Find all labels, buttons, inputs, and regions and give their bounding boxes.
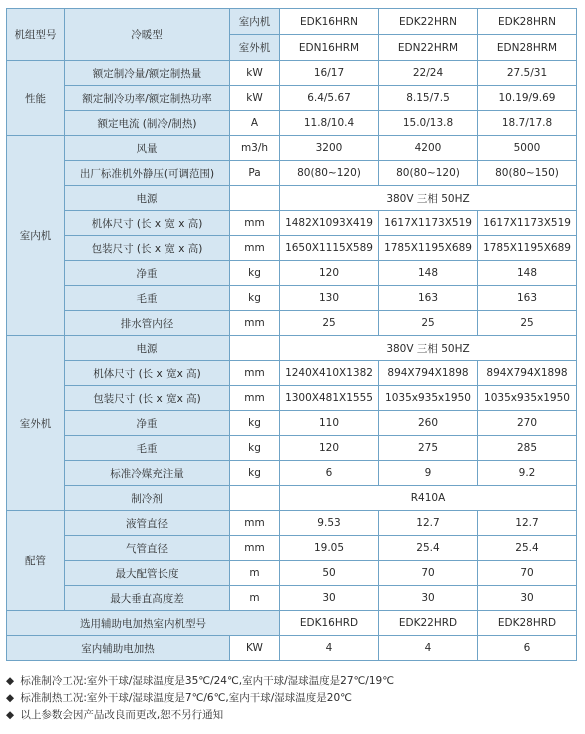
row-unit: mm xyxy=(230,386,280,411)
row-label: 电源 xyxy=(65,186,230,211)
note-text: 标准制热工况:室外干球/湿球温度是7℃/6℃,室内干球/湿球温度是20℃ xyxy=(20,692,352,704)
spec-row xyxy=(7,61,577,86)
cooling-heating-label: 冷暖型 xyxy=(65,9,230,61)
spec-row xyxy=(7,286,577,311)
aux-heater-power: 4 xyxy=(379,636,478,661)
indoor-unit-label: 室内机 xyxy=(230,9,280,35)
row-unit: kg xyxy=(230,261,280,286)
row-label: 净重 xyxy=(65,261,230,286)
spec-row xyxy=(7,486,577,511)
row-value: 6.4/5.67 xyxy=(280,86,379,111)
row-value: 148 xyxy=(379,261,478,286)
row-value: 1035x935x1950 xyxy=(379,386,478,411)
row-unit: mm xyxy=(230,511,280,536)
row-value: 8.15/7.5 xyxy=(379,86,478,111)
spec-row xyxy=(7,561,577,586)
row-value: 275 xyxy=(379,436,478,461)
row-value: 120 xyxy=(280,436,379,461)
spec-row xyxy=(7,186,577,211)
row-value: 15.0/13.8 xyxy=(379,111,478,136)
section-label-outdoor: 室外机 xyxy=(7,336,65,511)
spec-table xyxy=(6,8,577,661)
row-value: 163 xyxy=(379,286,478,311)
row-unit: m xyxy=(230,586,280,611)
row-value: 70 xyxy=(478,561,577,586)
row-value: 25 xyxy=(379,311,478,336)
unit-model-label: 机组型号 xyxy=(7,9,65,61)
outdoor-unit-label: 室外机 xyxy=(230,35,280,61)
row-value: 25 xyxy=(478,311,577,336)
outdoor-model: EDN16HRM xyxy=(280,35,379,61)
row-unit: m3/h xyxy=(230,136,280,161)
spec-table-body xyxy=(7,9,577,661)
indoor-model: EDK22HRN xyxy=(379,9,478,35)
note-text: 标准制冷工况:室外干球/湿球温度是35℃/24℃,室内干球/湿球温度是27℃/19℃ xyxy=(20,675,394,687)
row-label: 毛重 xyxy=(65,286,230,311)
row-value: 50 xyxy=(280,561,379,586)
spec-row xyxy=(7,86,577,111)
row-value: 9 xyxy=(379,461,478,486)
row-value: 18.7/17.8 xyxy=(478,111,577,136)
spec-row xyxy=(7,136,577,161)
row-merged-value: 380V 三相 50HZ xyxy=(280,336,577,361)
note-line xyxy=(6,673,578,690)
row-value: 148 xyxy=(478,261,577,286)
row-label: 额定制冷功率/额定制热功率 xyxy=(65,86,230,111)
row-label: 包装尺寸 (长 x 宽x 高) xyxy=(65,386,230,411)
aux-heater-power-row xyxy=(7,636,577,661)
row-value: 1785X1195X689 xyxy=(478,236,577,261)
row-value: 270 xyxy=(478,411,577,436)
spec-row xyxy=(7,336,577,361)
row-value: 10.19/9.69 xyxy=(478,86,577,111)
row-value: 30 xyxy=(478,586,577,611)
aux-heater-model: EDK22HRD xyxy=(379,611,478,636)
row-value: 70 xyxy=(379,561,478,586)
row-value: 1300X481X1555 xyxy=(280,386,379,411)
row-unit: kg xyxy=(230,411,280,436)
row-value: 25 xyxy=(280,311,379,336)
row-value: 19.05 xyxy=(280,536,379,561)
row-value: 80(80~150) xyxy=(478,161,577,186)
row-value: 1035x935x1950 xyxy=(478,386,577,411)
row-label: 制冷剂 xyxy=(65,486,230,511)
header-row-indoor xyxy=(7,9,577,35)
row-unit: mm xyxy=(230,536,280,561)
spec-row xyxy=(7,361,577,386)
row-label: 气管直径 xyxy=(65,536,230,561)
row-value: 110 xyxy=(280,411,379,436)
note-text: 以上参数会因产品改良而更改,恕不另行通知 xyxy=(20,709,224,721)
row-value: 130 xyxy=(280,286,379,311)
diamond-bullet-icon: ◆ xyxy=(6,692,15,704)
row-unit: kg xyxy=(230,436,280,461)
row-unit: mm xyxy=(230,236,280,261)
row-merged-value: 380V 三相 50HZ xyxy=(280,186,577,211)
row-label: 额定制冷量/额定制热量 xyxy=(65,61,230,86)
row-value: 120 xyxy=(280,261,379,286)
row-label: 电源 xyxy=(65,336,230,361)
row-unit: mm xyxy=(230,211,280,236)
row-value: 6 xyxy=(280,461,379,486)
aux-heater-power: 6 xyxy=(478,636,577,661)
row-value: 894X794X1898 xyxy=(379,361,478,386)
row-value: 12.7 xyxy=(379,511,478,536)
row-value: 30 xyxy=(280,586,379,611)
row-label: 最大垂直高度差 xyxy=(65,586,230,611)
row-value: 30 xyxy=(379,586,478,611)
spec-row xyxy=(7,161,577,186)
row-value: 1482X1093X419 xyxy=(280,211,379,236)
notes xyxy=(6,673,578,724)
row-label: 毛重 xyxy=(65,436,230,461)
diamond-bullet-icon: ◆ xyxy=(6,709,15,721)
row-value: 5000 xyxy=(478,136,577,161)
row-unit xyxy=(230,186,280,211)
row-value: 80(80~120) xyxy=(379,161,478,186)
spec-row xyxy=(7,411,577,436)
row-unit: Pa xyxy=(230,161,280,186)
row-value: 11.8/10.4 xyxy=(280,111,379,136)
row-label: 液管直径 xyxy=(65,511,230,536)
row-unit: kg xyxy=(230,286,280,311)
row-value: 9.53 xyxy=(280,511,379,536)
section-label-performance: 性能 xyxy=(7,61,65,136)
aux-heater-model: EDK28HRD xyxy=(478,611,577,636)
row-value: 25.4 xyxy=(478,536,577,561)
row-unit: A xyxy=(230,111,280,136)
row-unit xyxy=(230,486,280,511)
row-value: 9.2 xyxy=(478,461,577,486)
row-value: 1785X1195X689 xyxy=(379,236,478,261)
row-value: 25.4 xyxy=(379,536,478,561)
spec-row xyxy=(7,211,577,236)
row-label: 机体尺寸 (长 x 宽x 高) xyxy=(65,361,230,386)
aux-heater-power: 4 xyxy=(280,636,379,661)
row-label: 出厂标准机外静压(可调范围) xyxy=(65,161,230,186)
row-value: 894X794X1898 xyxy=(478,361,577,386)
spec-row xyxy=(7,311,577,336)
spec-row xyxy=(7,536,577,561)
row-unit: kW xyxy=(230,61,280,86)
spec-row xyxy=(7,511,577,536)
row-value: 16/17 xyxy=(280,61,379,86)
row-unit: m xyxy=(230,561,280,586)
row-value: 22/24 xyxy=(379,61,478,86)
row-unit: kg xyxy=(230,461,280,486)
spec-row xyxy=(7,436,577,461)
aux-heater-power-label: 室内辅助电加热 xyxy=(7,636,230,661)
row-label: 净重 xyxy=(65,411,230,436)
row-label: 排水管内径 xyxy=(65,311,230,336)
row-value: 12.7 xyxy=(478,511,577,536)
row-unit: mm xyxy=(230,311,280,336)
note-line xyxy=(6,707,578,724)
spec-row xyxy=(7,461,577,486)
section-label-piping: 配管 xyxy=(7,511,65,611)
row-label: 机体尺寸 (长 x 宽 x 高) xyxy=(65,211,230,236)
row-value: 260 xyxy=(379,411,478,436)
note-line xyxy=(6,690,578,707)
spec-row xyxy=(7,586,577,611)
row-value: 1240X410X1382 xyxy=(280,361,379,386)
row-unit: mm xyxy=(230,361,280,386)
aux-heater-model: EDK16HRD xyxy=(280,611,379,636)
row-value: 3200 xyxy=(280,136,379,161)
aux-heater-model-label: 选用辅助电加热室内机型号 xyxy=(7,611,280,636)
spec-row xyxy=(7,386,577,411)
row-value: 1617X1173X519 xyxy=(379,211,478,236)
spec-row xyxy=(7,261,577,286)
row-value: 1617X1173X519 xyxy=(478,211,577,236)
row-label: 风量 xyxy=(65,136,230,161)
row-label: 最大配管长度 xyxy=(65,561,230,586)
row-label: 包装尺寸 (长 x 宽 x 高) xyxy=(65,236,230,261)
indoor-model: EDK16HRN xyxy=(280,9,379,35)
row-label: 额定电流 (制冷/制热) xyxy=(65,111,230,136)
aux-heater-power-unit: KW xyxy=(230,636,280,661)
row-merged-value: R410A xyxy=(280,486,577,511)
outdoor-model: EDN28HRM xyxy=(478,35,577,61)
row-value: 4200 xyxy=(379,136,478,161)
spec-row xyxy=(7,111,577,136)
row-unit xyxy=(230,336,280,361)
row-value: 285 xyxy=(478,436,577,461)
section-label-indoor: 室内机 xyxy=(7,136,65,336)
row-label: 标准冷媒充注量 xyxy=(65,461,230,486)
row-unit: kW xyxy=(230,86,280,111)
spec-row xyxy=(7,236,577,261)
row-value: 1650X1115X589 xyxy=(280,236,379,261)
indoor-model: EDK28HRN xyxy=(478,9,577,35)
outdoor-model: EDN22HRM xyxy=(379,35,478,61)
row-value: 27.5/31 xyxy=(478,61,577,86)
diamond-bullet-icon: ◆ xyxy=(6,675,15,687)
aux-heater-model-row xyxy=(7,611,577,636)
row-value: 80(80~120) xyxy=(280,161,379,186)
row-value: 163 xyxy=(478,286,577,311)
